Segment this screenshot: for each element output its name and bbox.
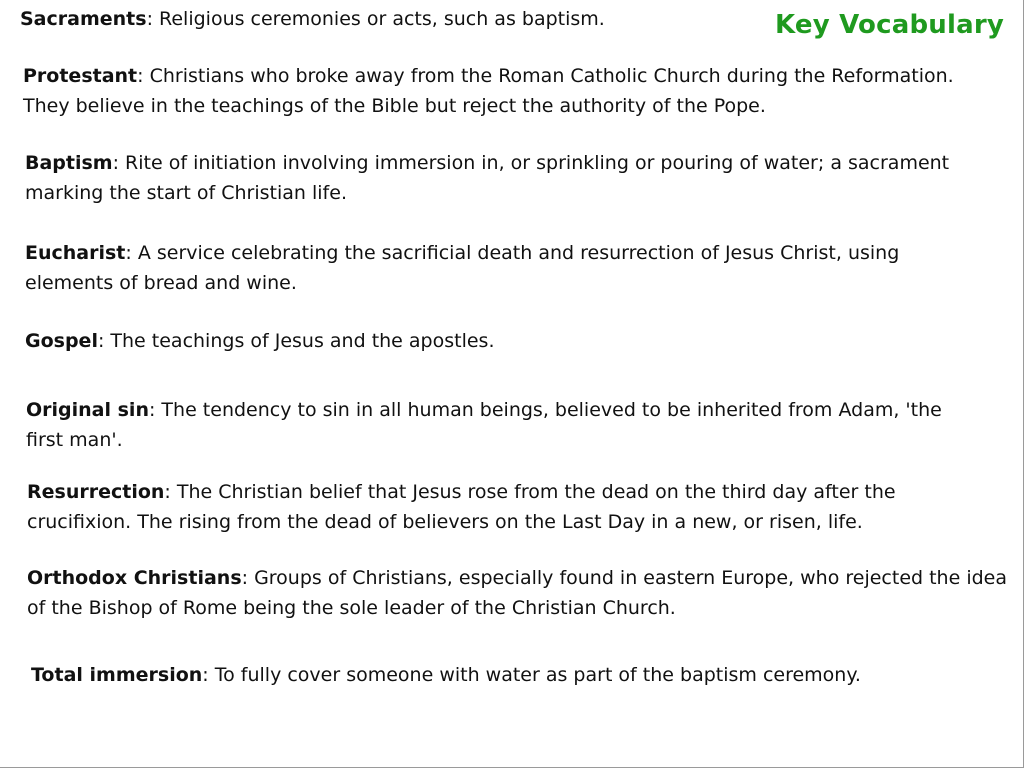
vocab-definition: : The teachings of Jesus and the apostles.	[97, 330, 495, 352]
vocab-entry-orthodox-christians	[27, 563, 1017, 623]
vocab-definition: : Groups of Christians, especially found in eastern Europe, who rejected the idea of the Bishop of Rome being the sole leader of the Christian Church.	[27, 567, 1007, 619]
vocab-definition: : To fully cover someone with water as part of the baptism ceremony.	[202, 664, 861, 686]
vocab-term: Baptism	[25, 152, 113, 174]
vocab-term: Eucharist	[25, 242, 126, 264]
vocab-term: Total immersion	[31, 664, 203, 686]
vocab-entry-sacraments	[20, 4, 780, 34]
vocab-definition: : A service celebrating the sacrificial death and resurrection of Jesus Christ, using elements of bread and wine.	[25, 242, 900, 294]
vocab-definition: : Religious ceremonies or acts, such as baptism.	[146, 8, 605, 30]
vocab-entry-protestant	[23, 61, 983, 121]
vocab-term: Original sin	[26, 399, 149, 421]
vocab-entry-baptism	[25, 148, 975, 208]
vocab-entry-original-sin	[26, 395, 971, 455]
vocab-definition: : The tendency to sin in all human beings, believed to be inherited from Adam, 'the first man'.	[26, 399, 942, 451]
vocab-term: Gospel	[25, 330, 98, 352]
vocab-definition: : Christians who broke away from the Roman Catholic Church during the Reformation. They believe in the teachings of the Bible but reject the authority of the Pope.	[23, 65, 954, 117]
vocab-entry-resurrection	[27, 477, 947, 537]
vocab-term: Protestant	[23, 65, 138, 87]
vocab-entry-total-immersion	[31, 660, 981, 690]
vocab-entry-eucharist	[25, 238, 955, 298]
page-title: Key Vocabulary	[775, 10, 1004, 40]
vocab-entry-gospel	[25, 326, 925, 356]
vocab-definition: : Rite of initiation involving immersion in, or sprinkling or pouring of water; a sacrament marking the start of Christian life.	[25, 152, 950, 204]
vocab-definition: : The Christian belief that Jesus rose from the dead on the third day after the crucifixion. The rising from the dead of believers on the Last Day in a new, or risen, life.	[27, 481, 896, 533]
vocab-term: Resurrection	[27, 481, 165, 503]
vocab-term: Sacraments	[20, 8, 147, 30]
vocab-term: Orthodox Christians	[27, 567, 242, 589]
